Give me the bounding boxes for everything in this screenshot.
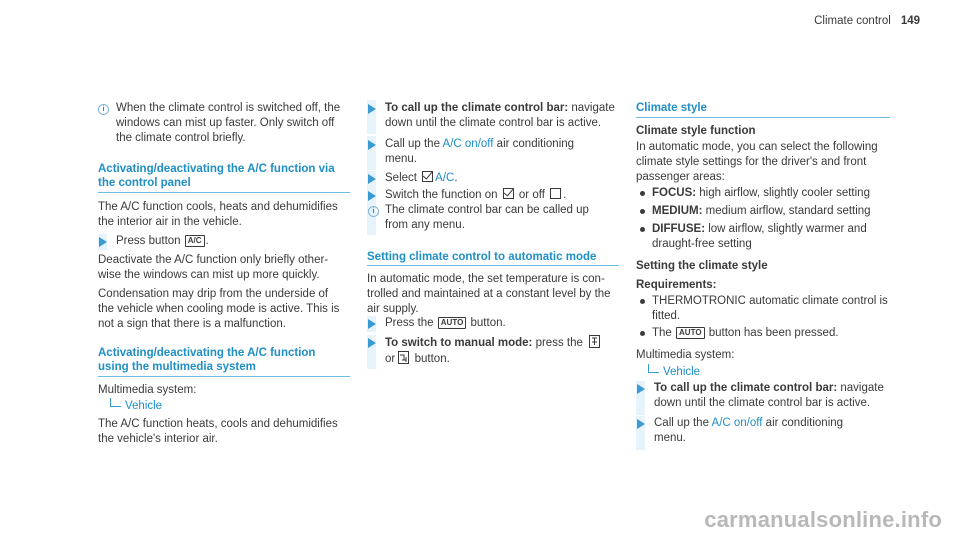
- text-line: When the climate control is switched off, the: [116, 102, 341, 114]
- subheading-climate-style-function: Climate style function: [636, 125, 756, 137]
- step-arrow-icon: [99, 237, 107, 247]
- heading-rule: [367, 265, 619, 266]
- requirement-thermotronic: [652, 294, 902, 324]
- text-line: menu.: [654, 432, 686, 444]
- step-arrow-icon: [368, 104, 376, 114]
- checkbox-checked-icon: [422, 171, 433, 182]
- step-arrow-icon: [368, 140, 376, 150]
- step-press-ac: [116, 234, 209, 249]
- heading-rule: [636, 117, 890, 118]
- page-header: [814, 14, 920, 29]
- step-manual-mode: [385, 335, 635, 367]
- checkbox-empty-icon: [550, 188, 561, 199]
- bold-text: MEDIUM:: [652, 205, 703, 217]
- list-item-diffuse: [652, 222, 902, 252]
- text-line: down until the climate control bar is active.: [654, 397, 871, 409]
- text-line: the interior air in the vehicle.: [98, 216, 242, 228]
- text-line: draught-free setting: [652, 238, 752, 250]
- text-line: climate style settings for the driver's and front: [636, 156, 867, 168]
- text: high airflow, slightly cooler setting: [696, 187, 870, 199]
- text: or: [385, 353, 399, 365]
- watermark: carmanualsonline.info: [704, 507, 942, 532]
- text-line: wise the windows can mist up more quickly.: [98, 269, 320, 281]
- text: .: [563, 189, 567, 201]
- step-arrow-icon: [368, 338, 376, 348]
- text-line: from any menu.: [385, 219, 465, 231]
- ac-button-icon: A/C: [185, 235, 205, 247]
- paragraph: [98, 287, 358, 332]
- step-arrow-icon: [368, 191, 376, 201]
- text-line: windows can mist up faster. Only switch off: [116, 117, 335, 129]
- ac-link[interactable]: A/C: [435, 172, 455, 184]
- text-line: In automatic mode, you can select the following: [636, 141, 878, 153]
- heading-automatic-mode: Setting climate control to automatic mode: [367, 251, 597, 263]
- paragraph: [367, 272, 637, 317]
- text: or off: [515, 189, 549, 201]
- heading-ac-control-panel: [98, 162, 358, 190]
- step-arrow-icon: [637, 384, 645, 394]
- text-line: The A/C function cools, heats and dehumidifies: [98, 201, 338, 213]
- paragraph: [98, 417, 358, 447]
- text-line: not a sign that there is a malfunction.: [98, 318, 286, 330]
- step-arrow-icon: [637, 419, 645, 429]
- bullet-icon: [640, 191, 645, 196]
- heading-climate-style: Climate style: [636, 102, 707, 114]
- airflow-manual-icon: [398, 351, 409, 364]
- step-arrow-icon: [368, 174, 376, 184]
- text: medium airflow, standard setting: [702, 205, 871, 217]
- nav-path: [648, 364, 700, 380]
- text-line: Deactivate the A/C function only briefly other-: [98, 254, 329, 266]
- step-select-ac: [385, 171, 458, 186]
- heading-rule: [98, 376, 350, 377]
- requirement-auto-pressed: [652, 326, 839, 341]
- text-line: The A/C function heats, cools and dehumidifies: [98, 418, 338, 430]
- heading-line: Activating/deactivating the A/C function via: [98, 163, 335, 175]
- multimedia-label: Multimedia system:: [636, 349, 735, 361]
- step-call-climate-bar: [654, 381, 904, 411]
- text-line: down until the climate control bar is active.: [385, 117, 602, 129]
- ac-on-off-link[interactable]: A/C on/off: [442, 138, 494, 150]
- auto-button-icon: AUTO: [438, 317, 467, 329]
- text: press the: [532, 337, 583, 349]
- text-line: trolled and maintained at a constant level by the: [367, 288, 611, 300]
- step-press-auto: [385, 316, 506, 331]
- nav-vehicle-link[interactable]: Vehicle: [663, 366, 701, 378]
- checkbox-checked-icon: [503, 188, 514, 199]
- paragraph: [98, 253, 358, 283]
- step-arrow-icon: [368, 319, 376, 329]
- text: Switch the function on: [385, 189, 501, 201]
- text: Select: [385, 172, 421, 184]
- text: navigate: [568, 102, 615, 114]
- heading-rule: [98, 192, 350, 193]
- text-line: fitted.: [652, 310, 681, 322]
- text: .: [205, 235, 209, 247]
- text-line: In automatic mode, the set temperature is con-: [367, 273, 605, 285]
- text: Call up the: [654, 417, 712, 429]
- text: Press the: [385, 317, 437, 329]
- bold-text: To switch to manual mode:: [385, 337, 533, 349]
- text-line: THERMOTRONIC automatic climate control is: [652, 295, 888, 307]
- text: .: [454, 172, 458, 184]
- step-call-climate-bar: [385, 101, 635, 131]
- nav-arrow-icon: [648, 364, 659, 373]
- nav-vehicle-link[interactable]: Vehicle: [125, 400, 163, 412]
- list-item-focus: [652, 186, 870, 201]
- bold-text: FOCUS:: [652, 187, 697, 199]
- step-call-ac-menu: [385, 137, 635, 167]
- ac-on-off-link[interactable]: A/C on/off: [711, 417, 763, 429]
- bullet-icon: [640, 209, 645, 214]
- bold-text: To call up the climate control bar:: [385, 102, 569, 114]
- paragraph: [636, 140, 906, 185]
- bullet-icon: [640, 227, 645, 232]
- info-icon: i: [368, 206, 379, 217]
- text: button.: [411, 353, 450, 365]
- nav-arrow-icon: [110, 398, 121, 407]
- text-line: Condensation may drip from the underside of: [98, 288, 329, 300]
- text-line: the vehicle when cooling mode is active. This is: [98, 303, 340, 315]
- bullet-icon: [640, 331, 645, 336]
- text: Press button: [116, 235, 184, 247]
- bold-text: To call up the climate control bar:: [654, 382, 838, 394]
- heading-line: the control panel: [98, 177, 191, 189]
- note-climate-bar: [385, 203, 635, 233]
- section-title: Climate control: [814, 15, 891, 27]
- bullet-icon: [640, 299, 645, 304]
- heading-ac-multimedia: [98, 346, 358, 374]
- text: The: [652, 327, 676, 339]
- text: button has been pressed.: [705, 327, 839, 339]
- text: air conditioning: [762, 417, 844, 429]
- paragraph: [98, 200, 358, 230]
- text: Call up the: [385, 138, 443, 150]
- bold-text: DIFFUSE:: [652, 223, 706, 235]
- text-line: the vehicle's interior air.: [98, 433, 218, 445]
- heading-line: using the multimedia system: [98, 361, 256, 373]
- text-line: passenger areas:: [636, 171, 725, 183]
- text-line: menu.: [385, 153, 417, 165]
- text: button.: [467, 317, 506, 329]
- page-number: 149: [900, 15, 920, 27]
- list-item-medium: [652, 204, 871, 219]
- requirements-label: Requirements:: [636, 279, 717, 291]
- fan-manual-icon: [589, 335, 600, 348]
- subheading-setting-climate-style: Setting the climate style: [636, 260, 768, 272]
- note-mist: [116, 101, 356, 146]
- text: navigate: [837, 382, 884, 394]
- text-line: air supply.: [367, 303, 419, 315]
- text: low airflow, slightly warmer and: [705, 223, 867, 235]
- text: air conditioning: [493, 138, 575, 150]
- step-switch-function: [385, 188, 566, 203]
- multimedia-label: Multimedia system:: [98, 384, 197, 396]
- text-line: the climate control briefly.: [116, 132, 246, 144]
- step-call-ac-menu: [654, 416, 904, 446]
- text-line: The climate control bar can be called up: [385, 204, 589, 216]
- info-icon: i: [98, 104, 109, 115]
- heading-line: Activating/deactivating the A/C function: [98, 347, 316, 359]
- auto-button-icon: AUTO: [676, 327, 705, 339]
- nav-path: [110, 398, 162, 414]
